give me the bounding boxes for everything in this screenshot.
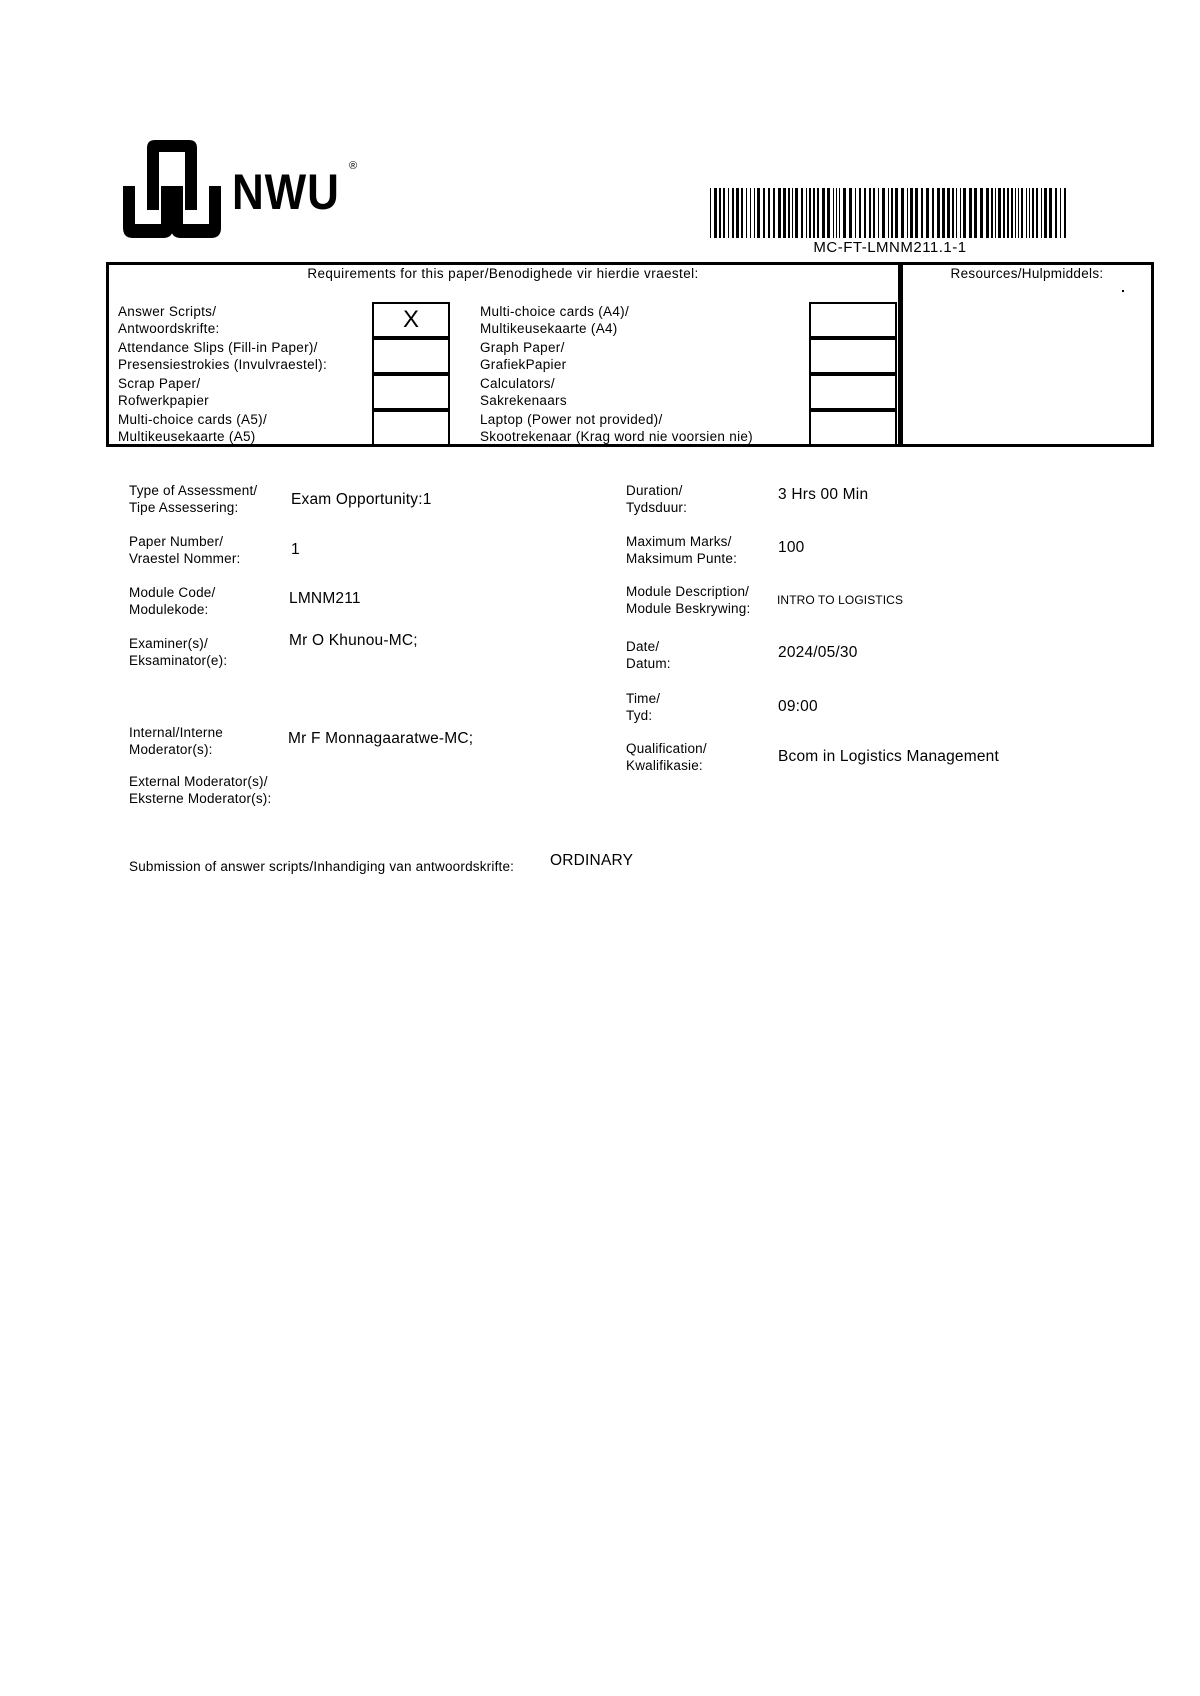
barcode-bar [907,188,908,238]
barcode-bar [1064,188,1066,238]
maximum-marks-label: Maximum Marks/ Maksimum Punte: [626,534,738,566]
barcode-bar [757,188,760,238]
req-scrap-paper-label: Scrap Paper/ Rofwerkpapier [118,376,209,408]
req-calculators-checkbox[interactable] [809,374,897,410]
type-of-assessment-value: Exam Opportunity:1 [291,491,432,508]
req-laptop-label: Laptop (Power not provided)/ Skootrekenaar (Krag word nie voorsien nie) [480,412,753,444]
paper-number-label: Paper Number/ Vraestel Nommer: [129,534,241,566]
qualification-label: Qualification/ Kwalifikasie: [626,741,707,773]
barcode-bar [986,188,989,238]
barcode-bar [719,188,721,238]
barcode-bar [891,188,893,238]
barcode-bar [956,188,957,238]
type-of-assessment-label: Type of Assessment/ Tipe Assessering: [129,483,258,515]
barcode-bar [750,188,751,238]
barcode-bar [836,188,837,238]
barcode-bar [768,188,770,238]
examiner-label: Examiner(s)/ Eksaminator(e): [129,636,228,668]
req-multichoice-a4-checkbox[interactable] [809,302,897,338]
barcode-bar [773,188,775,238]
qualification-value: Bcom in Logistics Management [778,748,999,765]
barcode-bar [888,188,889,238]
req-answer-scripts-label: Answer Scripts/ Antwoordskrifte: [118,304,220,336]
requirements-divider [898,262,903,447]
barcode-bar [710,188,711,238]
barcode-text: MC-FT-LMNM211.1-1 [813,239,967,256]
barcode-bar [732,188,734,238]
barcode-bar [827,188,830,238]
resources-title: Resources/Hulpmiddels: [950,266,1104,281]
internal-moderator-label: Internal/Interne Moderator(s): [129,725,224,757]
barcode-bar [849,188,852,238]
time-value: 09:00 [778,698,818,715]
submission-label: Submission of answer scripts/Inhandiging van antwoordskrifte: [129,859,515,874]
logo-wordmark: NWU [232,164,340,220]
barcode-bar [1003,188,1005,238]
barcode-bar [723,188,725,238]
module-description-value: INTRO TO LOGISTICS [777,593,904,607]
barcode-bar [859,188,861,238]
barcode-bar [942,188,945,238]
barcode-bar [932,188,934,238]
examiner-value: Mr O Khunou-MC; [289,632,418,649]
registered-mark: ® [349,160,358,172]
barcode-bar [895,188,898,238]
barcode-bar [980,188,983,238]
req-attendance-slips-checkbox[interactable] [372,338,450,374]
barcode-bar [809,188,811,238]
barcode-bar [839,188,840,238]
barcode-bar [1036,188,1038,238]
internal-moderator-value: Mr F Monnagaaratwe-MC; [288,730,474,747]
barcode-bar [813,188,815,238]
barcode-bar [1018,188,1019,238]
req-attendance-slips-label: Attendance Slips (Fill-in Paper)/ Presensiestrokies (Invulvraestel): [118,340,328,372]
barcode-bar [763,188,765,238]
submission-value: ORDINARY [550,852,634,869]
req-graph-paper-label: Graph Paper/ GrafiekPapier [480,340,567,372]
req-laptop-checkbox[interactable] [809,410,897,446]
barcode-bar [947,188,950,238]
barcode-bar [1007,188,1009,238]
date-label: Date/ Datum: [626,639,671,671]
barcode-bar [998,188,1001,238]
barcode-bar [926,188,929,238]
barcode-bar [873,188,875,238]
barcode-bar [741,188,743,238]
barcode-bar [963,188,966,238]
barcode-bar [754,188,755,238]
barcode-bar [995,188,996,238]
barcode-bar [736,188,739,238]
barcode-bar [1026,188,1027,238]
barcode-bar [1021,188,1023,238]
barcode-bar [869,188,871,238]
barcode-bar [778,188,781,238]
barcode [710,188,1070,238]
barcode-bar [746,188,747,238]
barcode-bar [1041,188,1042,238]
barcode-bar [864,188,866,238]
barcode-bar [728,188,729,238]
req-scrap-paper-checkbox[interactable] [372,374,450,410]
barcode-bar [801,188,803,238]
barcode-bar [1044,188,1047,238]
barcode-bar [788,188,790,238]
barcode-bar [882,188,885,238]
barcode-bar [969,188,972,238]
barcode-bar [855,188,856,238]
barcode-bar [806,188,807,238]
time-label: Time/ Tyd: [626,691,661,723]
barcode-bar [878,188,879,238]
barcode-bar [1015,188,1016,238]
barcode-bar [1049,188,1052,238]
req-multichoice-a5-checkbox[interactable] [372,410,450,446]
req-multichoice-a5-label: Multi-choice cards (A5)/ Multikeusekaarte (A5) [118,412,267,444]
barcode-bar [1029,188,1030,238]
barcode-bar [833,188,834,238]
duration-value: 3 Hrs 00 Min [778,486,869,503]
barcode-bar [921,188,923,238]
maximum-marks-value: 100 [778,539,805,556]
barcode-bar [952,188,954,238]
paper-number-value: 1 [291,541,300,558]
barcode-bar [1032,188,1034,238]
resources-mark [1122,290,1124,292]
module-code-label: Module Code/ Modulekode: [129,585,216,617]
barcode-bar [817,188,819,238]
barcode-bar [915,188,918,238]
req-answer-scripts-checkbox[interactable]: X [372,302,450,338]
barcode-bar [1060,188,1061,238]
barcode-bar [901,188,904,238]
req-calculators-label: Calculators/ Sakrekenaars [480,376,567,408]
barcode-bar [960,188,961,238]
barcode-bar [792,188,793,238]
barcode-bar [991,188,993,238]
req-multichoice-a4-label: Multi-choice cards (A4)/ Multikeusekaarte (A4) [480,304,629,336]
barcode-bar [795,188,798,238]
barcode-bar [937,188,940,238]
module-description-label: Module Description/ Module Beskrywing: [626,584,751,616]
barcode-bar [974,188,977,238]
barcode-bar [714,188,717,238]
external-moderator-label: External Moderator(s)/ Eksterne Moderator(s): [129,774,272,806]
date-value: 2024/05/30 [778,644,858,661]
barcode-bar [822,188,825,238]
requirements-title: Requirements for this paper/Benodighede vir hierdie vraestel: [307,266,699,281]
req-graph-paper-checkbox[interactable] [809,338,897,374]
duration-label: Duration/ Tydsduur: [626,483,688,515]
barcode-bar [910,188,913,238]
barcode-bar [1011,188,1013,238]
barcode-bar [1055,188,1057,238]
module-code-value: LMNM211 [289,590,361,607]
barcode-bar [843,188,846,238]
barcode-bar [783,188,786,238]
